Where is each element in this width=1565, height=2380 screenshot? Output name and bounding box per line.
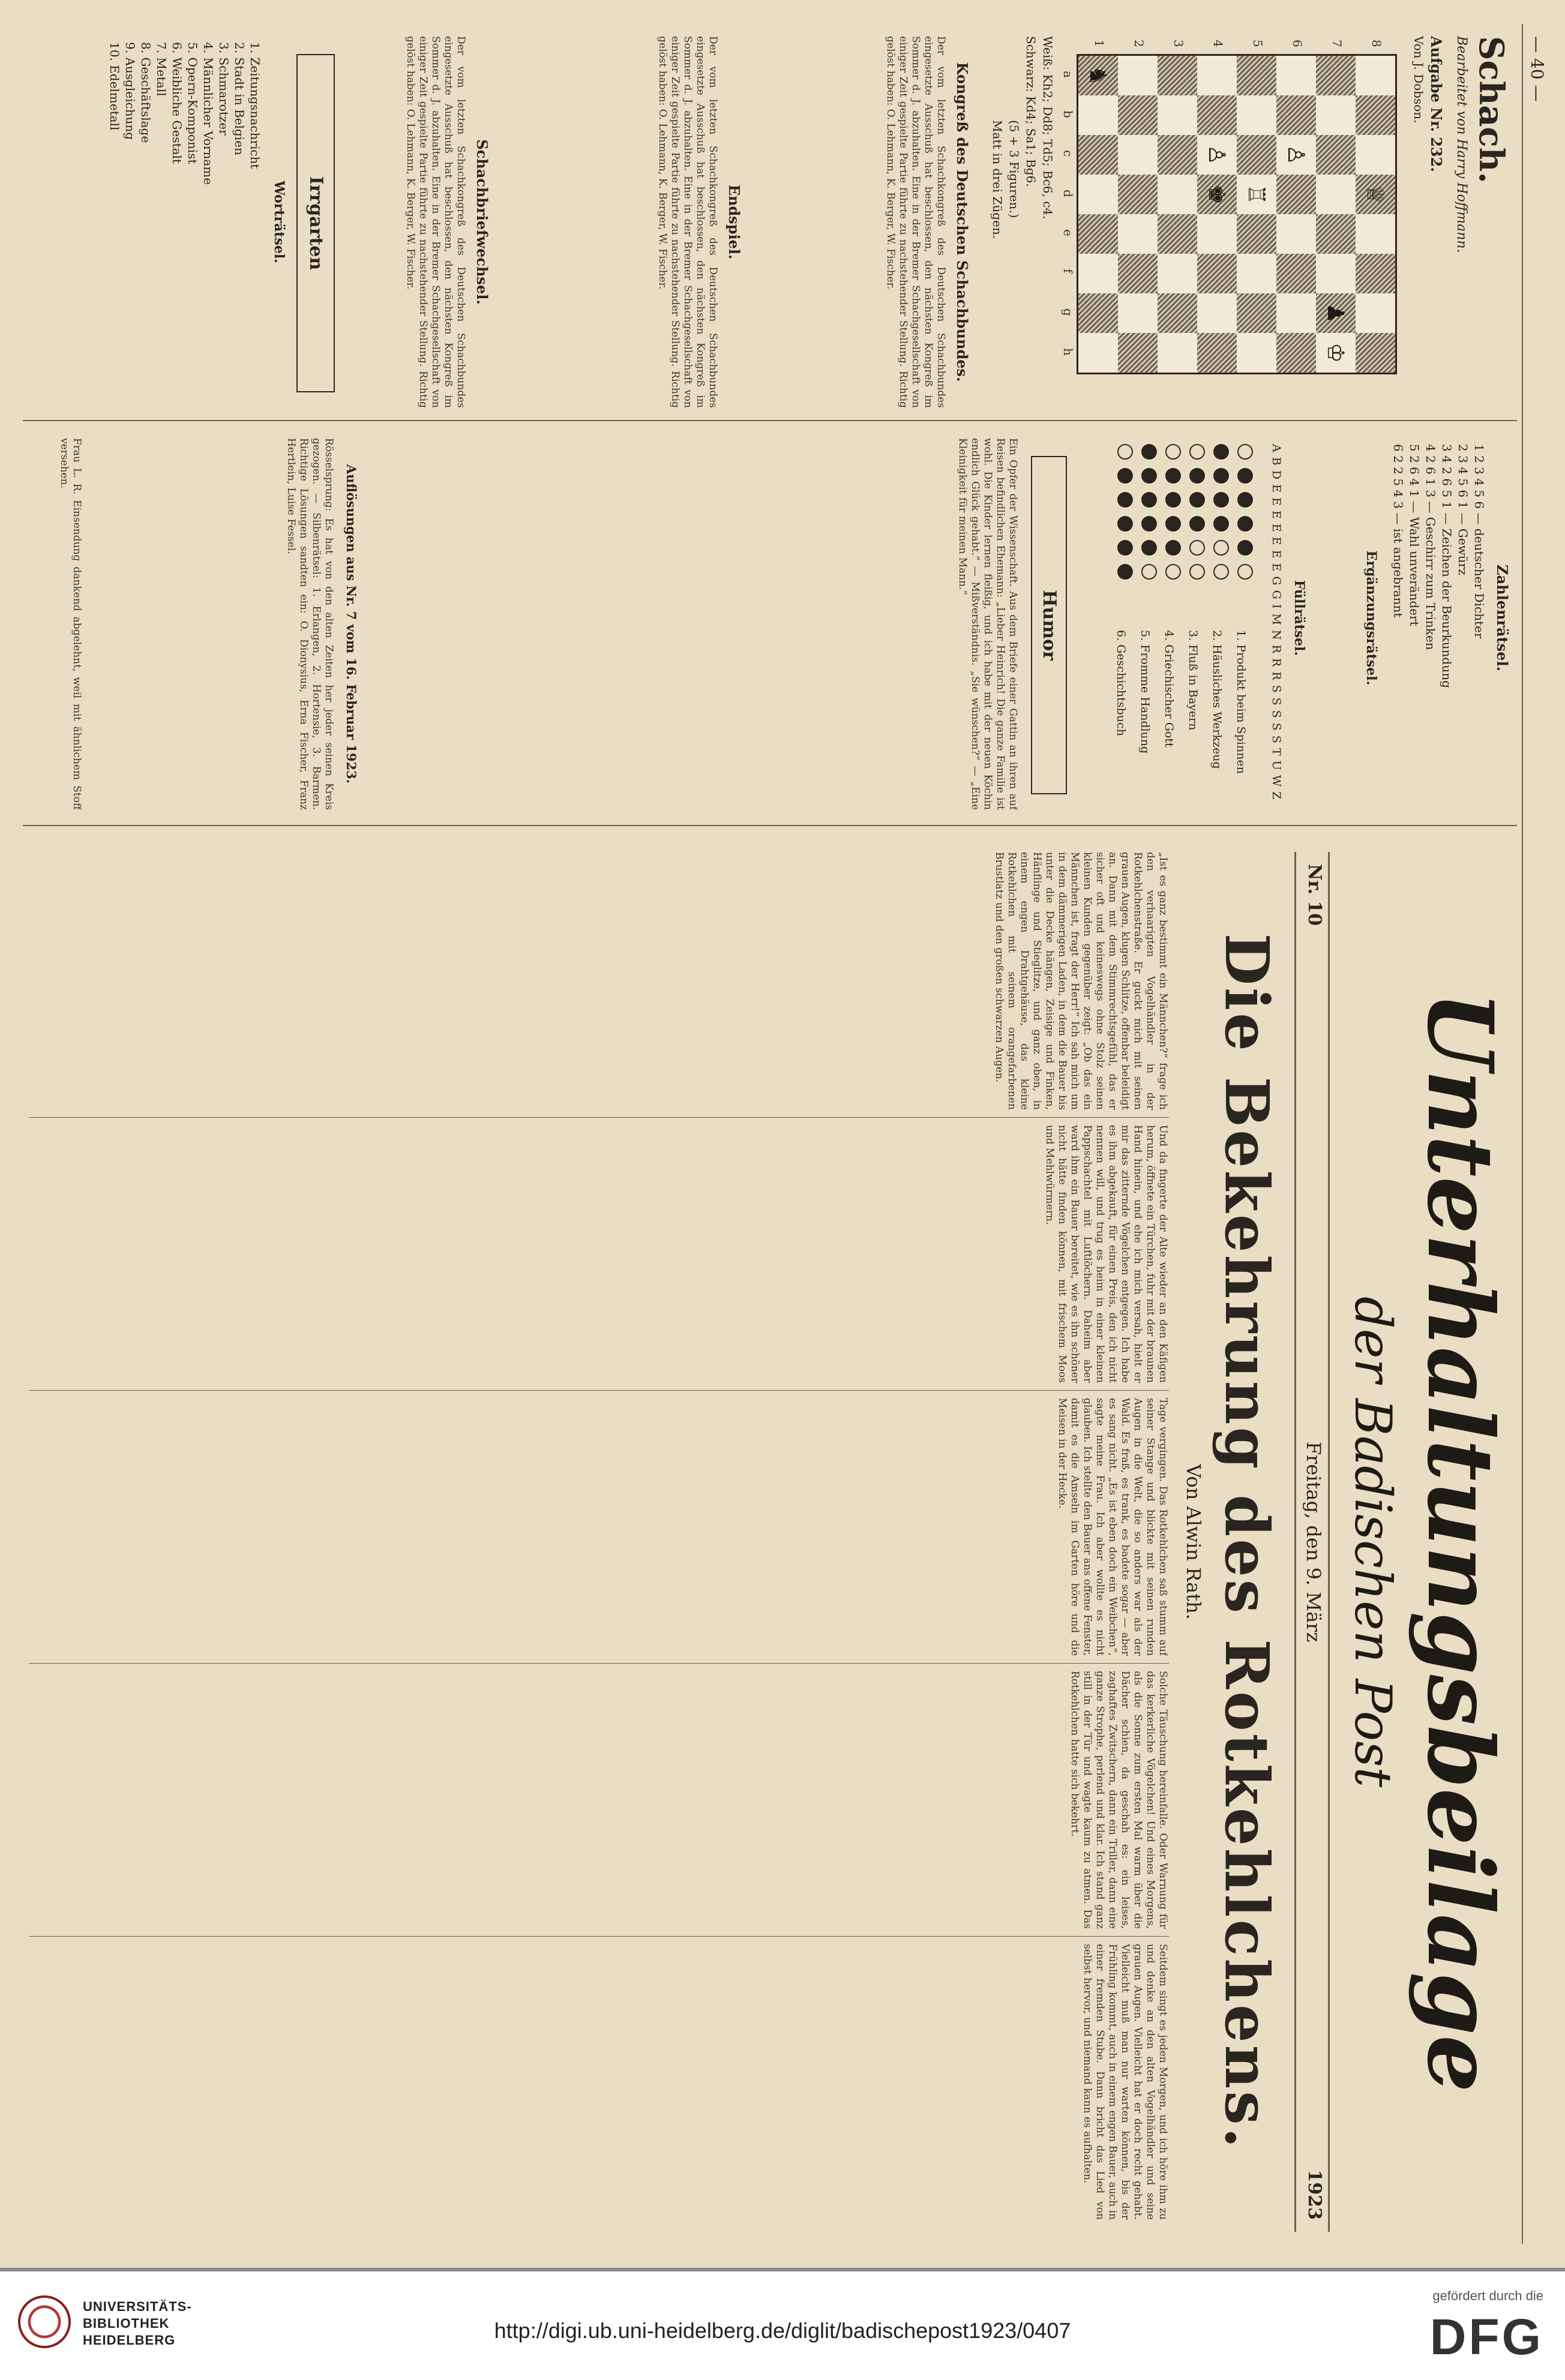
- chess-section-congress: Kongreß des Deutschen Schachbundes.: [954, 62, 971, 382]
- board-file-label: d: [1061, 190, 1075, 197]
- final-note: Frau L. R. Einsendung dankend abgelehnt, weil mit ähnlichem Stoff versehen.: [58, 438, 83, 810]
- top-rule: [1522, 24, 1523, 2244]
- article-column-3: Tage vergingen. Das Rotkehlchen saß stumm auf seiner Stange und blickte mit seinen runden Augen in die Welt, die so anders war als der Wald. Es fraß, es trank, es badete sogar — aber es sang nicht. „Es ist eben doch ein Weibchen“, sagte meine Frau. Ich aber wollte es nicht glauben. Ich stellte den Bauer ans offene Fenster, damit es die Amseln im Garten höre und die Meisen in der Hecke.: [1056, 1398, 1169, 1656]
- chess-square: [1237, 56, 1276, 95]
- filled-dot: [1165, 540, 1181, 556]
- filled-dot: [1189, 492, 1205, 508]
- dfg-logo: DFG: [1429, 2309, 1543, 2365]
- humor-box: [1031, 456, 1067, 794]
- empty-dot: [1165, 564, 1181, 580]
- wordpuzzle-item: 10. Edelmetall: [107, 42, 122, 131]
- humor-body: Ein Opfer der Wissenschaft. Aus dem Briefe einer Gattin an ihren auf Reisen befindlichen Ehemann: „Lieber Heinrich! Die ganze Familie ist wohl. Die Kinder lernen fleißig, und ich habe mit der neuen Köchin endlich Glück gehabt.“ — Mißverständnis. „Sie wünschen?“ — „Eine Kleinigkeit für meinen Mann.“: [957, 438, 1019, 810]
- fill-puzzle-item: 4. Griechischer Gott: [1162, 630, 1176, 748]
- chess-piece-count: (5 + 3 Figuren.): [1007, 120, 1021, 218]
- article-column-1: „Ist es ganz bestimmt ein Männchen?“ frage ich den verhaarigten Vogelhändler in der Rotkehlchenstraße. Er guckt mich mit seinen grauen Augen, klugen Schlitze, offenbar beleidigt an. Dann mit dem Stimmrechtsgefühl, das er sicher oft und keineswegs ohne Stolz seinen kleinen Kunden gegenüber zeigt: „Ob das ein Männchen ist, fragt der Herr!“ Ich sah mich um in dem dämmerigen Laden, in dem die Bauer bis unter die Decke hängen, Zeisige und Finken, Hänflinge und Stieglitze, und ganz oben, in einem engen Drahtgehäuse, das kleine Rotkehlchen mit seinem orangefarbenen Brustlatz und den großen schwarzen Augen.: [993, 852, 1169, 1110]
- chess-square: [1316, 175, 1356, 214]
- chess-square: [1276, 56, 1316, 95]
- fill-puzzle-item: 6. Geschichtsbuch: [1114, 630, 1128, 736]
- fill-puzzle-item: 1. Produkt beim Spinnen: [1234, 630, 1248, 774]
- chess-square: [1158, 333, 1197, 373]
- fill-puzzle-list: [1109, 630, 1253, 810]
- chess-square: [1276, 214, 1316, 254]
- chess-square: [1316, 56, 1356, 95]
- wordpuzzle-item: 5. Opern-Komponist: [185, 42, 200, 164]
- empty-dot: [1141, 564, 1157, 580]
- filled-dot: [1165, 516, 1181, 532]
- chess-square: [1237, 95, 1276, 135]
- black-knight-icon: ♞: [1085, 65, 1111, 86]
- chess-square: [1356, 254, 1395, 293]
- wordpuzzle-item: 2. Stadt in Belgien: [232, 42, 247, 155]
- chess-square: [1276, 175, 1316, 214]
- chess-square: [1276, 254, 1316, 293]
- empty-dot: [1237, 564, 1253, 580]
- filled-dot: [1117, 516, 1133, 532]
- filled-dot: [1189, 516, 1205, 532]
- chess-square: [1197, 214, 1237, 254]
- white-rook-icon: ♖: [1243, 184, 1270, 205]
- chess-square: [1078, 95, 1118, 135]
- filled-dot: [1165, 468, 1181, 484]
- chess-square: [1118, 175, 1158, 214]
- chess-square: [1118, 135, 1158, 175]
- filled-dot: [1141, 516, 1157, 532]
- page-number: — 40 —: [1527, 36, 1547, 102]
- white-queen-icon: ♕: [1362, 184, 1389, 205]
- chess-square: [1197, 293, 1237, 333]
- wordpuzzle-title: Worträtsel.: [271, 181, 287, 263]
- filled-dot: [1237, 492, 1253, 508]
- fill-puzzle-letters: A B D E E E E E E E G G I M N R R R S S S S S T U W Z: [1270, 444, 1283, 800]
- chess-black: Schwarz: Kd4; Sa1; Bg6.: [1024, 36, 1038, 187]
- issue-number: Nr. 10: [1304, 864, 1325, 926]
- empty-dot: [1189, 564, 1205, 580]
- completion-puzzle-title: Ergänzungsrätsel.: [1363, 550, 1379, 686]
- column-rule: [29, 1117, 1169, 1118]
- white-pawn-icon: ♙: [1204, 144, 1230, 166]
- filled-dot: [1141, 540, 1157, 556]
- chess-square: [1118, 333, 1158, 373]
- empty-dot: [1165, 444, 1181, 460]
- chess-square: [1078, 135, 1118, 175]
- filled-dot: [1213, 468, 1229, 484]
- wordpuzzle-item: 9. Ausgleichung: [123, 42, 137, 140]
- chess-square: [1316, 214, 1356, 254]
- filled-dot: [1213, 492, 1229, 508]
- chess-square: [1118, 95, 1158, 135]
- filled-dot: [1141, 492, 1157, 508]
- chess-board: [1077, 54, 1397, 374]
- number-puzzle-title: Zahlenrätsel.: [1494, 565, 1511, 671]
- board-rank-label: 6: [1290, 40, 1305, 47]
- filled-dot: [1117, 564, 1133, 580]
- filled-dot: [1117, 468, 1133, 484]
- chess-square: [1276, 333, 1316, 373]
- masthead-title: Unterhaltungsbeilage: [1407, 991, 1513, 2093]
- wordpuzzle-item: 7. Metall: [154, 42, 169, 97]
- library-footer: [0, 2268, 1565, 2380]
- chess-square: [1237, 214, 1276, 254]
- university-name-line1: UNIVERSITÄTS-: [83, 2299, 192, 2314]
- filled-dot: [1117, 540, 1133, 556]
- empty-dot: [1213, 564, 1229, 580]
- column-rule: [29, 1936, 1169, 1937]
- chess-section-endgame: Endspiel.: [725, 184, 743, 260]
- board-file-label: c: [1061, 150, 1075, 157]
- number-puzzle-row: 1 2 3 4 5 6 — deutscher Dichter: [1472, 444, 1486, 639]
- chess-square: [1237, 254, 1276, 293]
- chess-square: [1197, 254, 1237, 293]
- chess-square: [1356, 95, 1395, 135]
- article-column-4: Solche Täuschung hereinfalle. Oder Warnung für das kerkerliche Vögelchen! Und eines Morgens, als die Sonne zum ersten Mal warm über die Dächer schien, da geschah es: ein leises, zaghaftes Zwitschern, dann ein Triller, dann eine ganze Strophe, perlend und klar. Ich stand ganz still in der Tür und wagte kaum zu atmen. Das Rotkehlchen hatte sich bekehrt.: [1069, 1671, 1169, 1929]
- wordpuzzle-item: 8. Geschäftslage: [139, 42, 153, 143]
- chess-square: [1197, 56, 1237, 95]
- board-file-label: h: [1061, 348, 1075, 356]
- chess-square: [1356, 135, 1395, 175]
- chess-square: [1118, 293, 1158, 333]
- chess-goal: Matt in drei Zügen.: [990, 120, 1005, 239]
- chess-title: Schach.: [1471, 36, 1511, 184]
- chess-square: [1356, 214, 1395, 254]
- empty-dot: [1213, 540, 1229, 556]
- chess-square: [1237, 135, 1276, 175]
- fill-puzzle-title: Füllrätsel.: [1291, 580, 1307, 656]
- chess-square: [1158, 254, 1197, 293]
- article-column-5: Seitdem singt es jeden Morgen, und ich höre ihm zu und denke an den alten Vogelhändler und seine grauen Augen. Vielleicht hat er doch recht gehabt. Vielleicht muß man nur warten können, bis der Frühling kommt, auch in einem engen Bauer, auch in einer fremden Stube. Dann bricht das Lied von selbst hervor, und niemand kann es aufhalten.: [1081, 1944, 1169, 2220]
- column-rule: [23, 825, 1517, 826]
- empty-dot: [1189, 444, 1205, 460]
- filled-dot: [1165, 492, 1181, 508]
- number-puzzle-row: 6 2 2 5 4 3 — ist angebrannt: [1391, 444, 1405, 618]
- chess-section-correspondence: Schachbriefwechsel.: [473, 139, 491, 305]
- board-file-label: b: [1061, 110, 1075, 118]
- filled-dot: [1237, 516, 1253, 532]
- humor-title: Humor: [1039, 590, 1060, 661]
- university-name-line2: BIBLIOTHEK: [83, 2316, 170, 2331]
- article-column-2: Und da fingerte der Alte wieder an den Käfigen herum, öffnete ein Türchen, fuhr mit der braunen Hand hinein, und ehe ich mich versah, hielt er mir das zitternde Vögelchen entgegen. Ich habe es ihm abgekauft, für einen Preis, den ich nicht nennen will, und trug es heim in einer kleinen Pappschachtel mit Luftlöchern. Daheim aber ward ihm ein Bauer bereitet, wie es ihn schöner nicht hätte finden können, mit frischem Moos und Mehlwürmern.: [1044, 1125, 1169, 1383]
- chess-square: [1078, 333, 1118, 373]
- board-file-label: e: [1061, 229, 1075, 236]
- filled-dot: [1213, 444, 1229, 460]
- chess-task: Aufgabe Nr. 232.: [1428, 36, 1445, 172]
- filled-dot: [1141, 444, 1157, 460]
- filled-dot: [1213, 516, 1229, 532]
- masthead-rule-bottom: [1294, 852, 1296, 2232]
- board-rank-label: 4: [1211, 40, 1225, 47]
- chess-square: [1078, 175, 1118, 214]
- chess-square: [1158, 56, 1197, 95]
- chess-square: [1158, 95, 1197, 135]
- number-puzzle-rows: [1390, 444, 1487, 804]
- chess-square: [1078, 214, 1118, 254]
- article-byline: Von Alwin Rath.: [1182, 1464, 1205, 1620]
- board-file-label: a: [1061, 71, 1075, 78]
- chess-square: [1356, 56, 1395, 95]
- chess-square: [1237, 293, 1276, 333]
- board-rank-label: 2: [1132, 40, 1146, 47]
- university-name-line3: HEIDELBERG: [83, 2333, 176, 2348]
- filled-dot: [1237, 540, 1253, 556]
- column-rule: [23, 420, 1517, 421]
- chess-body: Der vom letzten Schachkongreß des Deutschen Schachbundes eingesetzte Ausschuß hat beschlossen, den nächsten Kongreß im Sommer d. J. abzuhalten. Eine in der Bremer Schachgesellschaft von einiger Zeit gespielte Partie führte zu nachstehender Stellung. Richtig gelöst haben: O. Lehmann, K. Berger, W. Fischer.: [885, 36, 947, 408]
- issue-date: Freitag, den 9. März: [1302, 1441, 1325, 1643]
- footer-divider: [0, 2268, 1565, 2271]
- fill-puzzle-item: 3. Fluß in Bayern: [1186, 630, 1200, 731]
- irrgarten-box: [296, 54, 335, 392]
- chess-square: [1078, 254, 1118, 293]
- board-rank-label: 8: [1369, 40, 1384, 47]
- chess-square: [1118, 56, 1158, 95]
- empty-dot: [1117, 444, 1133, 460]
- white-pawn-icon: ♙: [1283, 144, 1309, 166]
- board-rank-label: 1: [1092, 40, 1107, 47]
- filled-dot: [1237, 468, 1253, 484]
- chess-square: [1158, 175, 1197, 214]
- solutions-title: Auflösungen aus Nr. 7 vom 16. Februar 1923.: [344, 464, 359, 784]
- column-rule: [29, 1663, 1169, 1664]
- empty-dot: [1237, 444, 1253, 460]
- chess-square: [1158, 135, 1197, 175]
- chess-square: [1356, 333, 1395, 373]
- chess-square: [1158, 214, 1197, 254]
- masthead-subtitle: der Badischen Post: [1344, 1296, 1402, 1788]
- chess-editor: Bearbeitet von Harry Hoffmann.: [1454, 36, 1469, 253]
- number-puzzle-row: 2 3 4 5 6 1 — Gewürz: [1456, 444, 1470, 575]
- filled-dot: [1189, 468, 1205, 484]
- filled-dot: [1117, 492, 1133, 508]
- chess-square: [1078, 293, 1118, 333]
- chess-square: [1276, 293, 1316, 333]
- chess-square: [1316, 254, 1356, 293]
- board-rank-label: 5: [1251, 40, 1265, 47]
- filled-dot: [1141, 468, 1157, 484]
- board-file-label: f: [1061, 269, 1075, 274]
- column-rule: [29, 1390, 1169, 1391]
- chess-square: [1356, 293, 1395, 333]
- chess-square: [1118, 214, 1158, 254]
- chess-square: [1158, 293, 1197, 333]
- chess-square: [1276, 95, 1316, 135]
- fill-puzzle-item: 5. Fromme Handlung: [1138, 630, 1152, 754]
- chess-square: [1197, 95, 1237, 135]
- wordpuzzle-item: 3. Schmarotzer: [217, 42, 231, 136]
- chess-white: Weiß: Kh2; Dd8; Td5; Bc6, c4.: [1041, 36, 1055, 220]
- fill-puzzle-dot-grid: [1109, 444, 1253, 624]
- white-king-icon: ♔: [1323, 342, 1349, 364]
- number-puzzle-row: 5 2 6 4 1 — Wahl unverändert: [1407, 444, 1422, 626]
- article-headline: Die Bekehrung des Rotkehlchens.: [1212, 933, 1282, 2151]
- number-puzzle-row: 3 4 2 6 5 1 — Zeichen der Beurkundung: [1440, 444, 1454, 688]
- chess-endgame-body: Der vom letzten Schachkongreß des Deutschen Schachbundes eingesetzte Ausschuß hat beschlossen, den nächsten Kongreß im Sommer d. J. abzuhalten. Eine in der Bremer Schachgesellschaft von einiger Zeit gespielte Partie führte zu nachstehender Stellung. Richtig gelöst haben: O. Lehmann, K. Berger, W. Fischer.: [656, 36, 719, 408]
- irrgarten-title: Irrgarten: [305, 176, 326, 271]
- chess-square: [1316, 135, 1356, 175]
- chess-correspondence-body: Der vom letzten Schachkongreß des Deutschen Schachbundes eingesetzte Ausschuß hat beschlossen, den nächsten Kongreß im Sommer d. J. abzuhalten. Eine in der Bremer Schachgesellschaft von einiger Zeit gespielte Partie führte zu nachstehender Stellung. Richtig gelöst haben: O. Lehmann, K. Berger, W. Fischer.: [404, 36, 467, 408]
- chess-square: [1118, 254, 1158, 293]
- permalink-url[interactable]: http://digi.ub.uni-heidelberg.de/diglit/badischepost1923/0407: [494, 2318, 1071, 2343]
- wordpuzzle-item: 1. Zeitungsnachricht: [248, 42, 262, 169]
- number-puzzle-row: 4 2 6 1 3 — Geschirr zum Trinken: [1423, 444, 1438, 650]
- wordpuzzle-item: 6. Weibliche Gestalt: [170, 42, 184, 164]
- empty-dot: [1189, 540, 1205, 556]
- fill-puzzle-item: 2. Häusliches Werkzeug: [1210, 630, 1224, 769]
- black-king-icon: ♚: [1204, 184, 1230, 205]
- chess-square: [1197, 333, 1237, 373]
- black-pawn-icon: ♟: [1323, 302, 1349, 324]
- chess-square: [1316, 95, 1356, 135]
- board-rank-label: 3: [1171, 40, 1186, 47]
- chess-task-author: Von J. Dobson.: [1411, 36, 1426, 124]
- board-rank-label: 7: [1330, 40, 1344, 47]
- masthead-rule: [1328, 852, 1330, 2232]
- wordpuzzle-item: 4. Männlicher Vorname: [201, 42, 215, 185]
- solutions-body: Rösselsprung: Es hat von den alten Zeiten her jeder seinen Kreis gezogen. — Silbenrätsel: 1. Erlangen, 2. Hortensie, 3. Barmen. Richtige Lösungen sandten ein: O. Dionysius, Erna Fischer, Franz Hertlein, Luise Fessel.: [285, 438, 335, 810]
- funded-by-label: gefördert durch die: [1432, 2288, 1543, 2303]
- issue-year: 1923: [1304, 2169, 1325, 2220]
- chess-square: [1237, 333, 1276, 373]
- wordpuzzle-list: [107, 42, 263, 402]
- board-file-label: g: [1061, 308, 1075, 316]
